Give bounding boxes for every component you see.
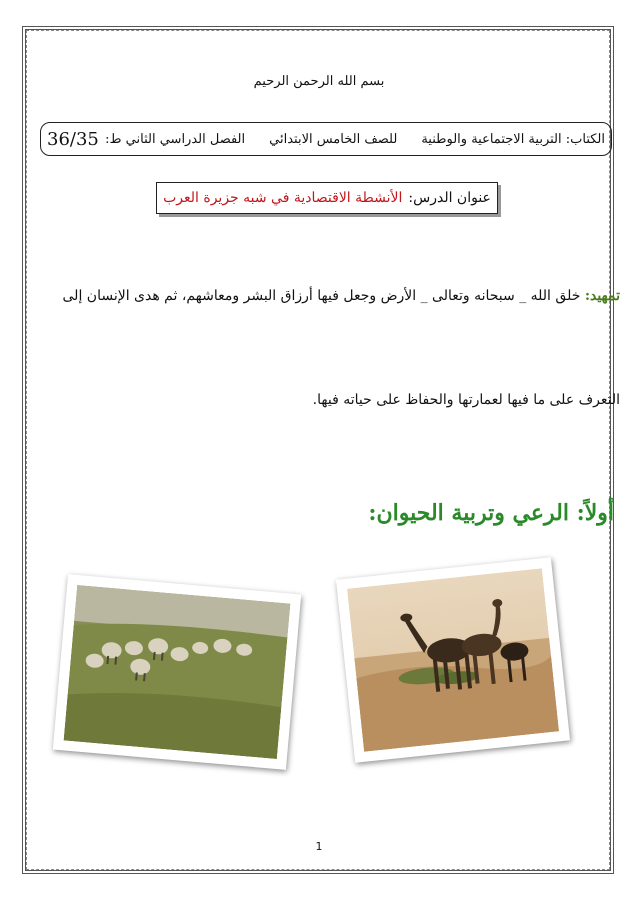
lesson-title: الأنشطة الاقتصادية في شبه جزيرة العرب — [163, 190, 403, 206]
basmala: بسم الله الرحمن الرحيم — [253, 74, 385, 89]
book-info-box — [40, 122, 612, 156]
camels-image — [347, 568, 559, 752]
camels-photo — [336, 557, 570, 763]
intro-label: تمهيد: — [584, 288, 620, 304]
intro-paragraph-line-2 — [50, 392, 620, 408]
book-info-text — [105, 132, 605, 147]
lesson-title-box — [156, 182, 498, 214]
page-number: 1 — [315, 840, 323, 853]
intro-text-2: التعرف على ما فيها لعمارتها والحفاظ على حياته فيها. — [312, 392, 620, 408]
grade-label: للصف الخامس الابتدائي — [269, 131, 398, 147]
term-label: الفصل الدراسي الثاني ط: — [105, 131, 246, 147]
section-heading: أولاً: الرعي وتربية الحيوان: — [368, 500, 614, 526]
sheep-image — [64, 585, 291, 759]
intro-paragraph-line-1 — [50, 288, 620, 304]
pages-range: 36/35 — [47, 128, 99, 150]
intro-text-1: خلق الله _ سبحانه وتعالى _ الأرض وجعل فيها أرزاق البشر ومعاشهم، ثم هدى الإنسان إلى — [62, 288, 581, 304]
book-label: الكتاب: التربية الاجتماعية والوطنية — [421, 131, 605, 147]
lesson-label: عنوان الدرس: — [408, 190, 491, 206]
sheep-photo — [53, 574, 301, 770]
